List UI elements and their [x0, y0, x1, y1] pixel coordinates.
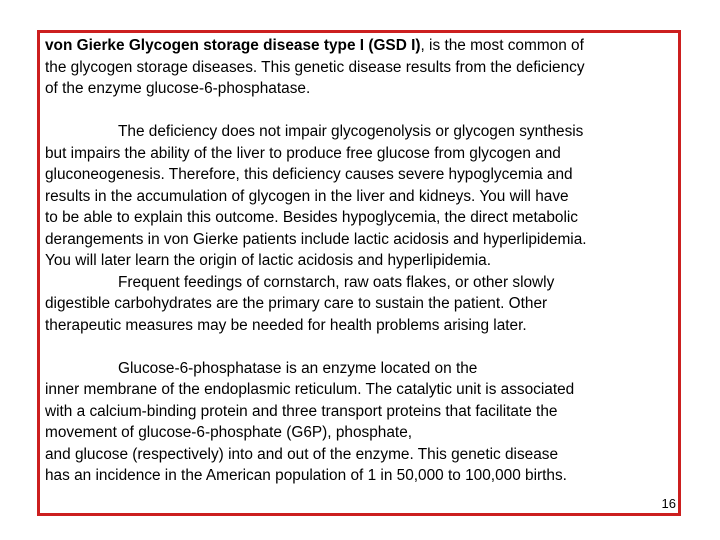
para3-line-3: with a calcium-binding protein and three transport proteins that facilitate the: [45, 403, 558, 420]
para2-line-9: digestible carbohydrates are the primary care to sustain the patient. Other: [45, 295, 548, 312]
para3-line-6: has an incidence in the American population of 1 in 50,000 to 100,000 births.: [45, 467, 567, 484]
para3-line-1: Glucose-6-phosphatase is an enzyme located on the: [118, 360, 478, 377]
para2-line-4: results in the accumulation of glycogen in the liver and kidneys. You will have: [45, 188, 569, 205]
para2-line-6: derangements in von Gierke patients include lactic acidosis and hyperlipidemia.: [45, 231, 587, 248]
para2-line-7: You will later learn the origin of lactic acidosis and hyperlipidemia.: [45, 252, 491, 269]
page-number: 16: [661, 496, 676, 511]
intro-line-2: the glycogen storage diseases. This genetic disease results from the deficiency: [45, 59, 585, 76]
para2-line-1: The deficiency does not impair glycogenolysis or glycogen synthesis: [118, 123, 584, 140]
intro-bold-title: von Gierke Glycogen storage disease type I (GSD I): [45, 37, 421, 54]
para2-line-3: gluconeogenesis. Therefore, this deficiency causes severe hypoglycemia and: [45, 166, 573, 183]
intro-line-1: [45, 35, 584, 57]
para2-line-2: but impairs the ability of the liver to produce free glucose from glycogen and: [45, 145, 561, 162]
para2-line-10: therapeutic measures may be needed for health problems arising later.: [45, 317, 527, 334]
para3-line-5: and glucose (respectively) into and out of the enzyme. This genetic disease: [45, 446, 559, 463]
intro-line-3: of the enzyme glucose-6-phosphatase.: [45, 80, 311, 97]
para3-line-2: inner membrane of the endoplasmic reticulum. The catalytic unit is associated: [45, 381, 575, 398]
para3-line-4: movement of glucose-6-phosphate (G6P), phosphate,: [45, 424, 413, 441]
para2-line-5: to be able to explain this outcome. Besides hypoglycemia, the direct metabolic: [45, 209, 578, 226]
para2-line-8: Frequent feedings of cornstarch, raw oats flakes, or other slowly: [118, 274, 555, 291]
intro-line-1-rest: , is the most common of: [420, 37, 584, 54]
